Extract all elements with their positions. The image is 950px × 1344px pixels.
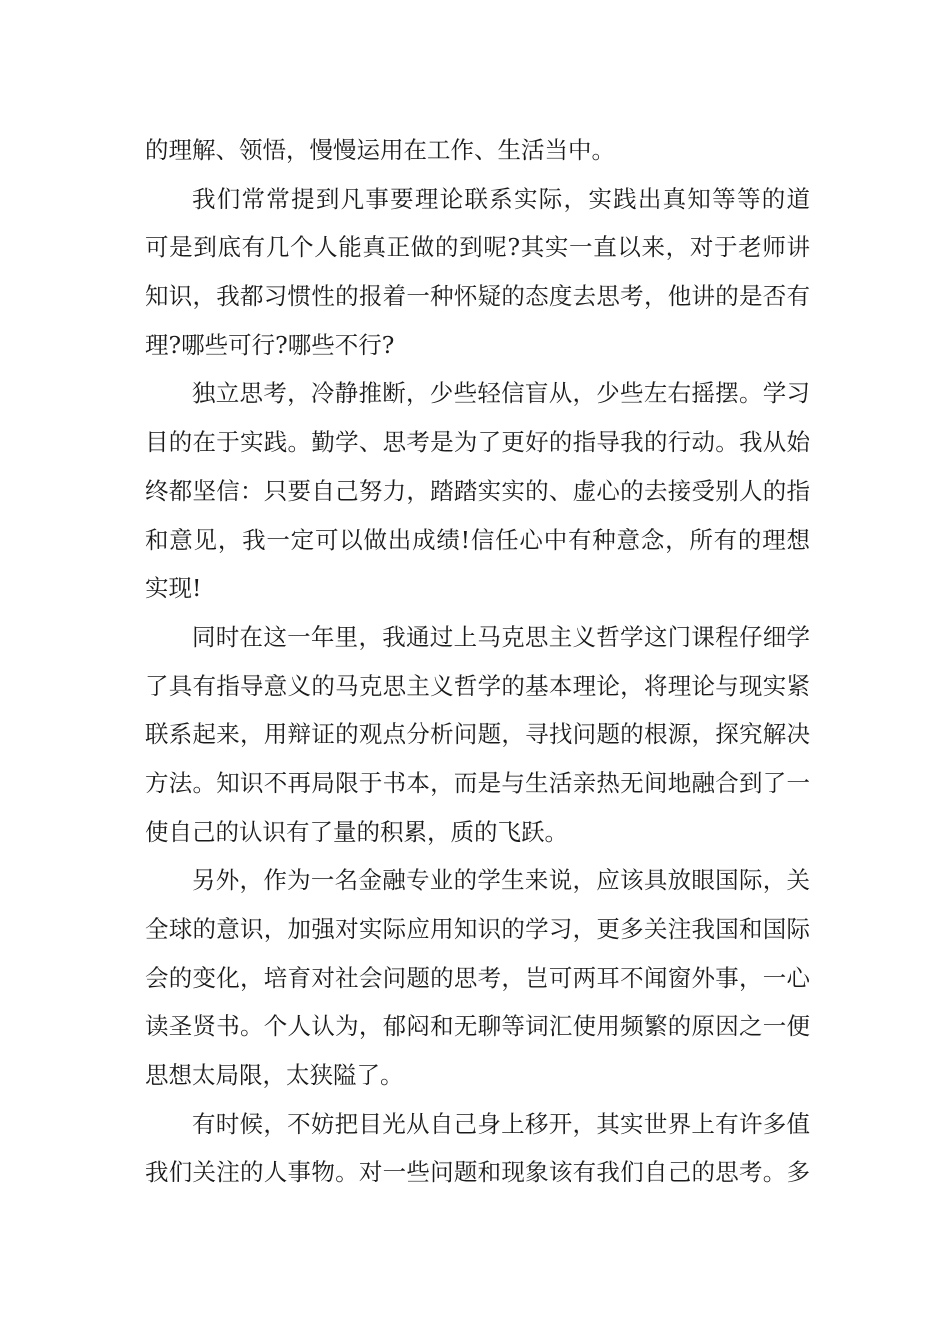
text-line: 会的变化，培育对社会问题的思考，岂可两耳不闻窗外事，一心 xyxy=(145,963,810,992)
text-line: 有时候，不妨把目光从自己身上移开，其实世界上有许多值 xyxy=(192,1109,810,1138)
text-line: 使自己的认识有了量的积累，质的飞跃。 xyxy=(145,817,568,846)
text-line: 全球的意识，加强对实际应用知识的学习，更多关注我国和国际 xyxy=(145,915,810,943)
text-line: 了具有指导意义的马克思主义哲学的基本理论，将理论与现实紧 xyxy=(145,671,810,700)
text-line: 独立思考，冷静推断，少些轻信盲从，少些左右摇摆。学习 xyxy=(192,379,810,408)
body-text xyxy=(145,126,810,1197)
text-line: 的理解、领悟，慢慢运用在工作、生活当中。 xyxy=(145,136,615,164)
text-line: 实现! xyxy=(145,574,202,603)
text-line: 联系起来，用辩证的观点分析问题，寻找问题的根源，探究解决 xyxy=(145,720,810,749)
text-line: 方法。知识不再局限于书本，而是与生活亲热无间地融合到了一 xyxy=(145,768,810,797)
text-line: 终都坚信：只要自己努力，踏踏实实的、虚心的去接受别人的指 xyxy=(145,476,810,505)
text-line: 理?哪些可行?哪些不行? xyxy=(145,330,395,359)
text-line: 和意见，我一定可以做出成绩!信任心中有种意念，所有的理想 xyxy=(145,525,810,554)
text-line: 另外，作为一名金融专业的学生来说，应该具放眼国际，关 xyxy=(192,866,810,895)
text-line: 我们关注的人事物。对一些问题和现象该有我们自己的思考。多 xyxy=(145,1158,810,1187)
text-line: 目的在于实践。勤学、思考是为了更好的指导我的行动。我从始 xyxy=(145,428,810,457)
text-line: 同时在这一年里，我通过上马克思主义哲学这门课程仔细学 xyxy=(192,622,810,651)
text-line: 知识，我都习惯性的报着一种怀疑的态度去思考，他讲的是否有 xyxy=(145,282,810,311)
text-line: 我们常常提到凡事要理论联系实际，实践出真知等等的道 xyxy=(192,184,810,213)
text-line: 可是到底有几个人能真正做的到呢?其实一直以来，对于老师讲 xyxy=(145,233,810,262)
text-line: 读圣贤书。个人认为，郁闷和无聊等词汇使用频繁的原因之一便 xyxy=(145,1012,810,1041)
text-line: 思想太局限，太狭隘了。 xyxy=(145,1061,404,1090)
